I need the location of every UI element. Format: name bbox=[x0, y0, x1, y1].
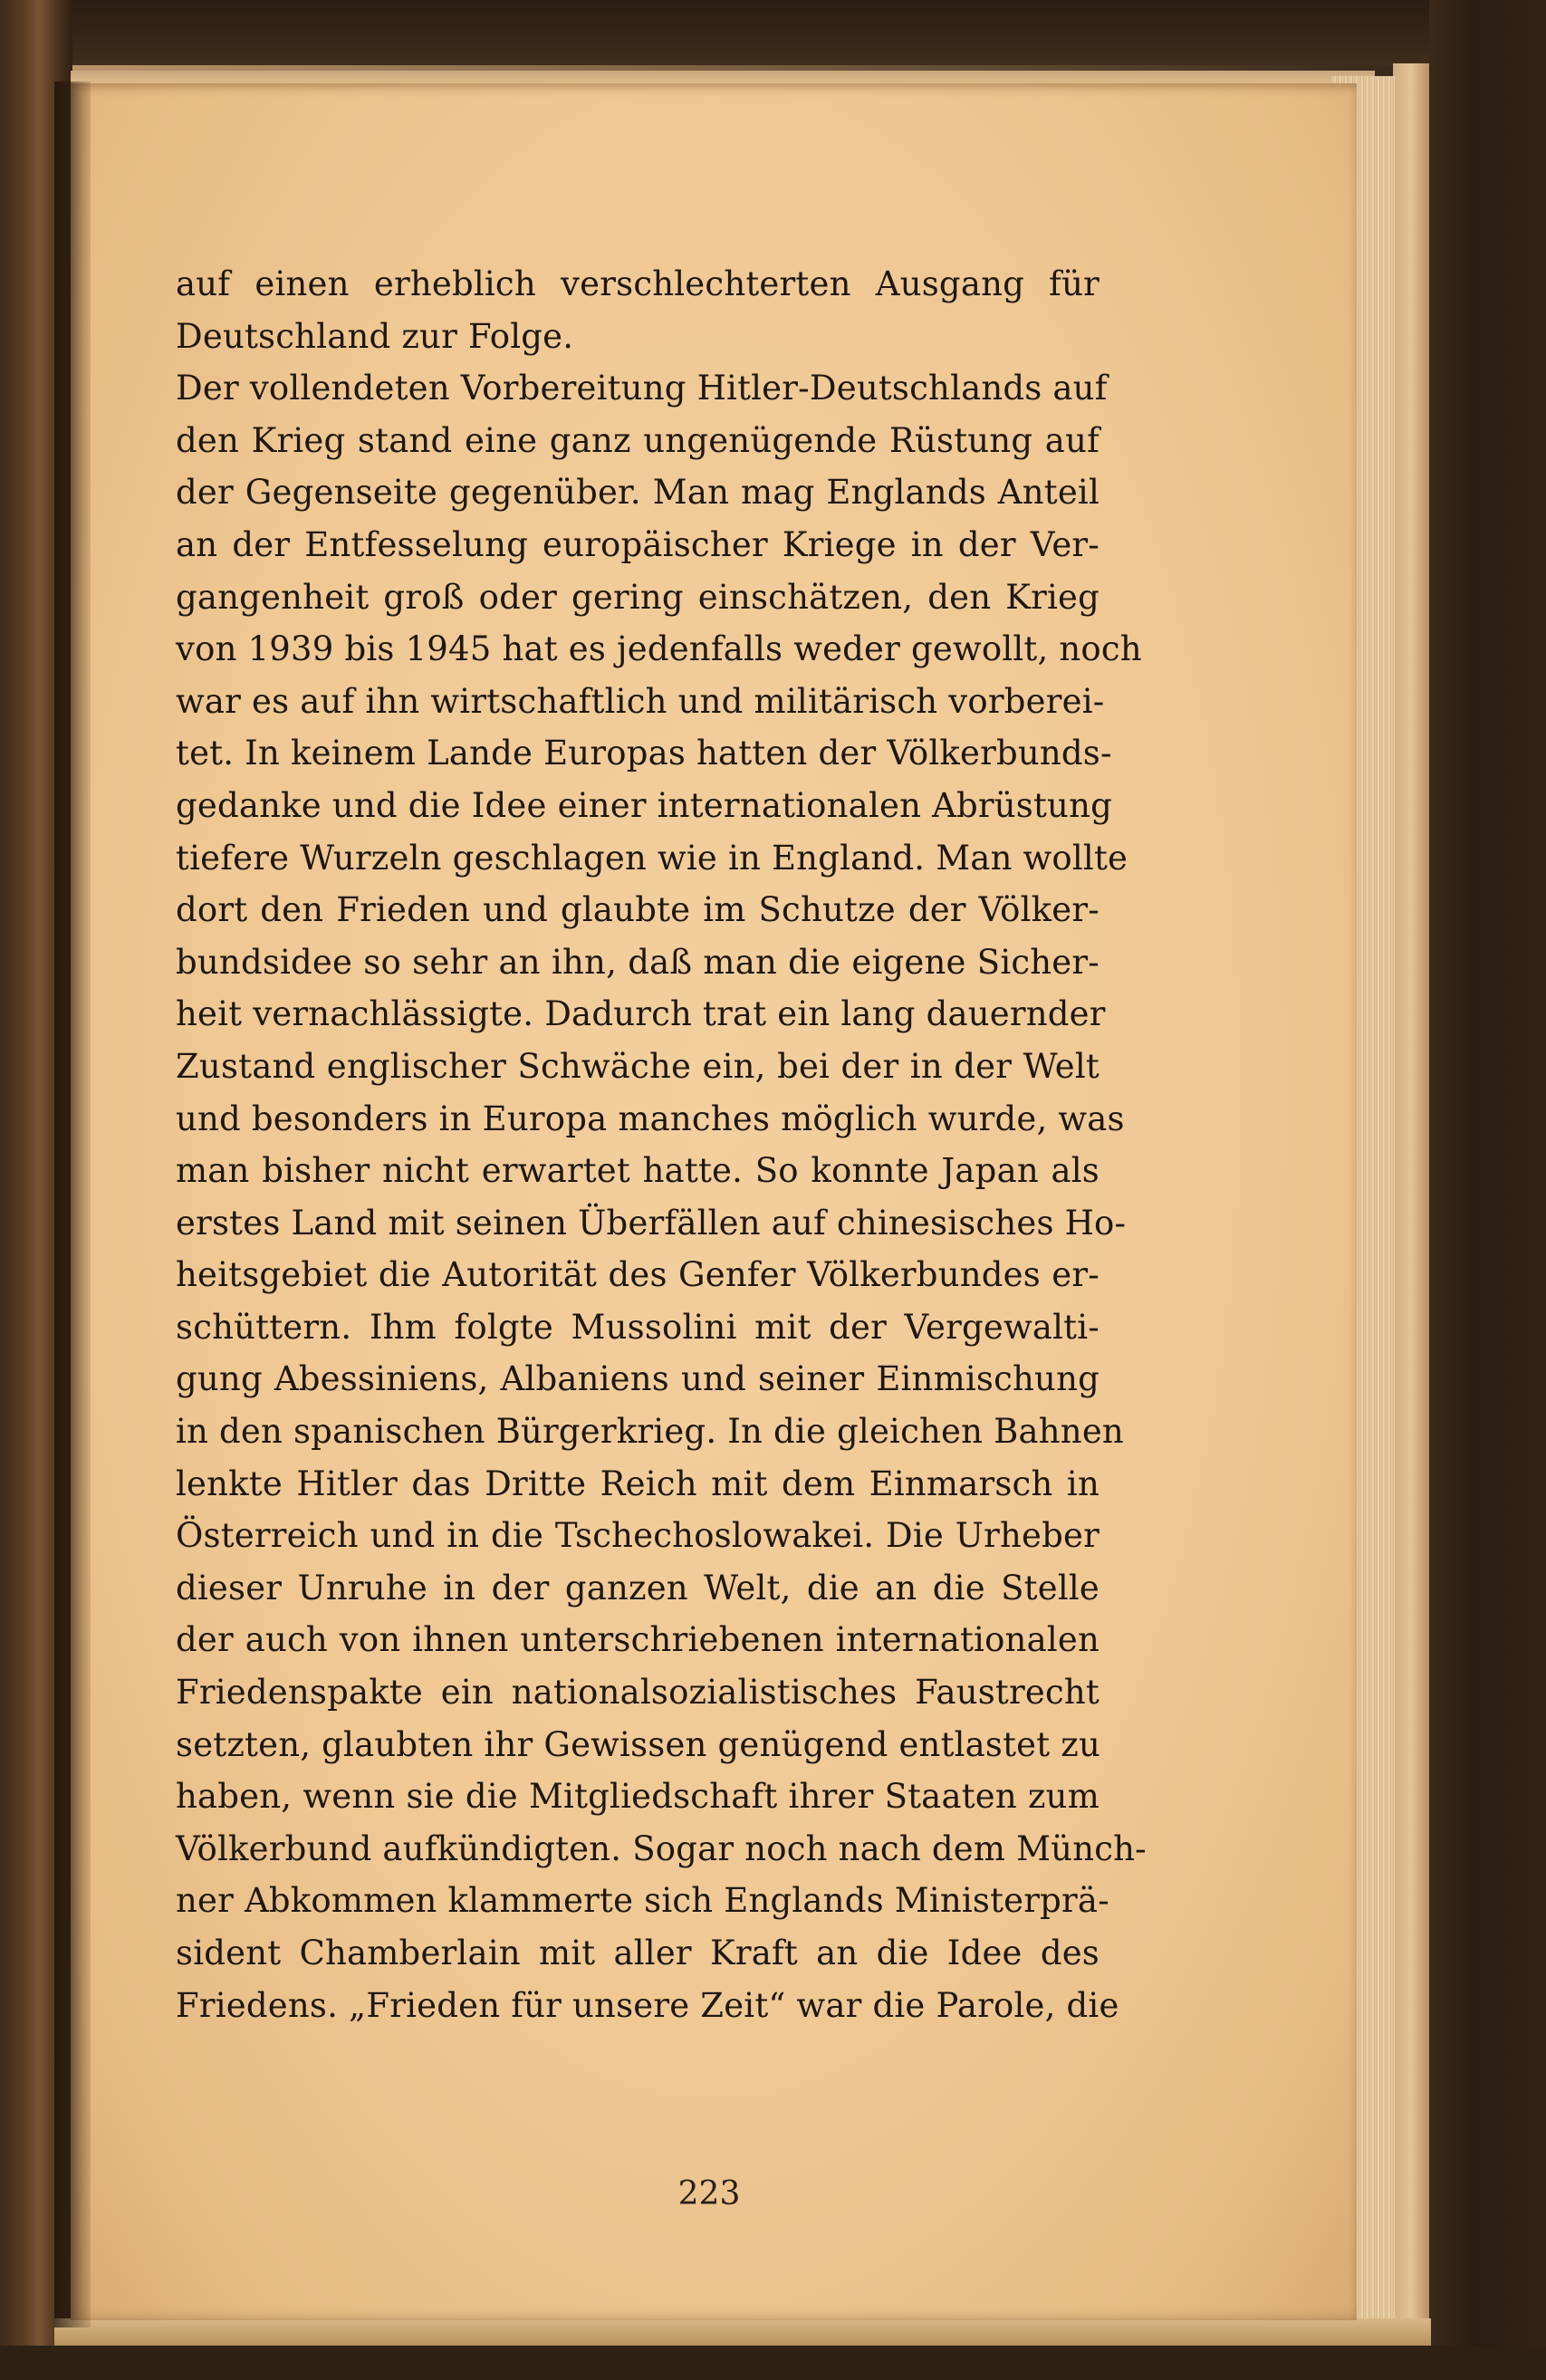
text-line: bundsidee so sehr an ihn, daß man die eigene Sicher- bbox=[176, 942, 1099, 982]
book-cover-bottom bbox=[54, 2318, 1431, 2346]
text-line: sident Chamberlain mit aller Kraft an die Idee des bbox=[176, 1934, 1099, 1972]
text-line: den Krieg stand eine ganz ungenügende Rüstung auf bbox=[176, 420, 1099, 460]
text-line: der Gegenseite gegenüber. Man mag Englands Anteil bbox=[176, 473, 1099, 513]
background-right bbox=[1429, 0, 1546, 2380]
text-line: tiefere Wurzeln geschlagen wie in England. Man wollte bbox=[176, 838, 1128, 878]
text-line: der auch von ihnen unterschriebenen internationalen bbox=[176, 1620, 1099, 1660]
text-line: man bisher nicht erwartet hatte. So konnte Japan als bbox=[176, 1151, 1099, 1191]
background-top bbox=[0, 0, 1546, 65]
text-line: und besonders in Europa manches möglich wurde, was bbox=[176, 1099, 1125, 1138]
spine-shadow bbox=[54, 82, 91, 2327]
text-line: lenkte Hitler das Dritte Reich mit dem Einmarsch in bbox=[176, 1464, 1099, 1503]
text-line: Österreich und in die Tschechoslowakei. Die Urheber bbox=[176, 1516, 1099, 1556]
text-line: Zustand englischer Schwäche ein, bei der in der Welt bbox=[176, 1046, 1099, 1086]
body-text bbox=[176, 258, 1147, 2031]
text-line: dort den Frieden und glaubte im Schutze der Völker- bbox=[176, 890, 1099, 930]
text-line: ner Abkommen klammerte sich Englands Ministerprä- bbox=[176, 1881, 1109, 1921]
text-line: dieser Unruhe in der ganzen Welt, die an die Stelle bbox=[176, 1568, 1099, 1607]
text-line: auf einen erheblich verschlechterten Ausgang für bbox=[176, 264, 1099, 303]
page-number: 223 bbox=[677, 2175, 741, 2212]
text-line: erstes Land mit seinen Überfällen auf chinesisches Ho- bbox=[176, 1203, 1127, 1243]
text-line: Friedens. „Frieden für unsere Zeit“ war die Parole, die bbox=[176, 1985, 1119, 2025]
text-line: an der Entfesselung europäischer Kriege in der Ver- bbox=[176, 524, 1099, 564]
text-line: setzten, glaubten ihr Gewissen genügend entlastet zu bbox=[176, 1724, 1101, 1764]
background-bottom bbox=[0, 2346, 1546, 2380]
text-line: war es auf ihn wirtschaftlich und militärisch vorberei- bbox=[176, 681, 1105, 721]
text-line: heitsgebiet die Autorität des Genfer Völkerbundes er- bbox=[176, 1255, 1099, 1295]
text-line: schüttern. Ihm folgte Mussolini mit der Vergewalti- bbox=[176, 1307, 1099, 1347]
text-line: Deutschland zur Folge. bbox=[176, 316, 574, 356]
text-line: Der vollendeten Vorbereitung Hitler-Deutschlands auf bbox=[176, 369, 1108, 408]
text-line: heit vernachlässigte. Dadurch trat ein lang dauernder bbox=[176, 994, 1106, 1034]
text-line: in den spanischen Bürgerkrieg. In die gleichen Bahnen bbox=[176, 1412, 1124, 1452]
text-line: gedanke und die Idee einer internationalen Abrüstung bbox=[176, 785, 1112, 825]
text-line: gangenheit groß oder gering einschätzen, den Krieg bbox=[176, 577, 1099, 617]
text-line: tet. In keinem Lande Europas hatten der Völkerbunds- bbox=[176, 734, 1112, 773]
text-line: Friedenspakte ein nationalsozialistisches Faustrecht bbox=[176, 1673, 1099, 1713]
text-line: von 1939 bis 1945 hat es jedenfalls weder gewollt, noch bbox=[176, 629, 1142, 669]
text-line: Völkerbund aufkündigten. Sogar noch nach dem Münch- bbox=[176, 1828, 1147, 1868]
text-line: gung Abessiniens, Albaniens und seiner Einmischung bbox=[176, 1359, 1099, 1399]
book-cover-edge bbox=[1393, 63, 1429, 2337]
text-line: haben, wenn sie die Mitgliedschaft ihrer Staaten zum bbox=[176, 1777, 1099, 1817]
